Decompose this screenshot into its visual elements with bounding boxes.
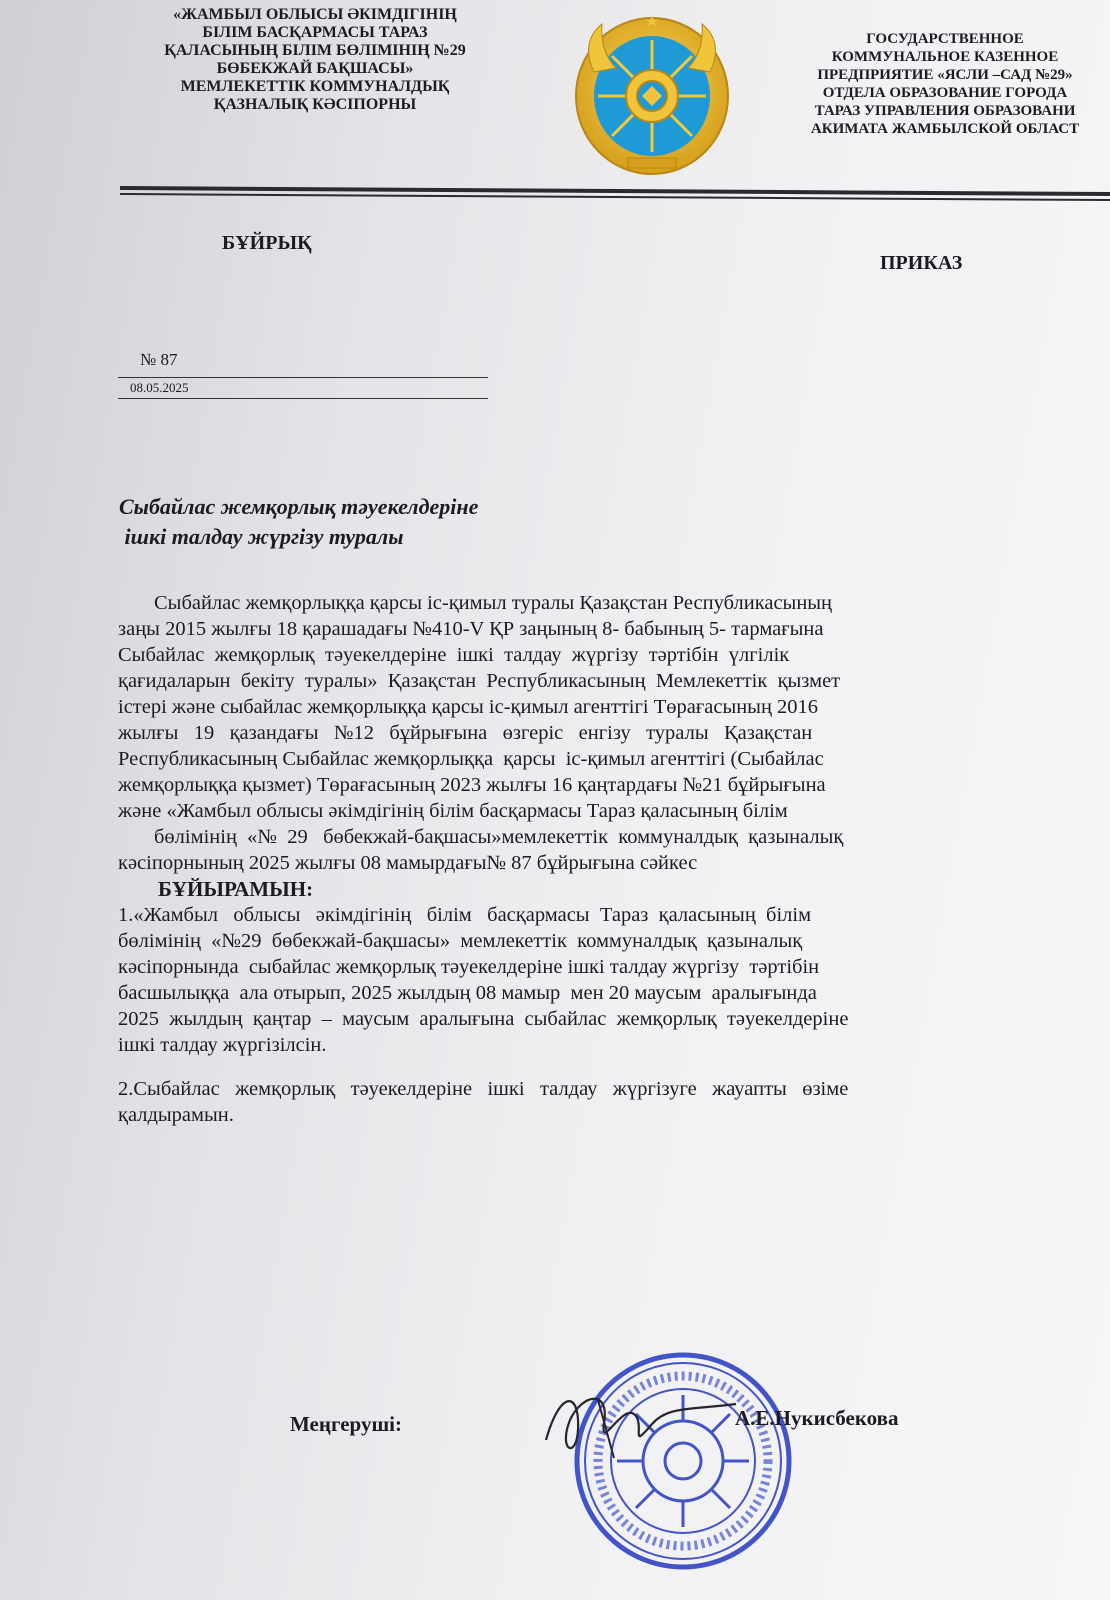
header-kz-line: БІЛІМ БАСҚАРМАСЫ ТАРАЗ: [202, 24, 428, 41]
subject-line: ішкі талдау жүргізу туралы: [119, 524, 404, 549]
order-directive: БҰЙЫРАМЫН:: [158, 877, 314, 901]
subject-line: Сыбайлас жемқорлық тәуекелдеріне: [119, 494, 479, 519]
document-title-kz: БҰЙРЫҚ: [222, 232, 312, 254]
preamble-line: Сыбайлас жемқорлық тәуекелдеріне ішкі талдау жүргізу тәртібін үлгілік: [118, 644, 790, 666]
header-ru-line: ПРЕДПРИЯТИЕ «ЯСЛИ –САД №29»: [817, 67, 1073, 83]
number-underline: [118, 377, 488, 378]
item-1-line: 1.«Жамбыл облысы әкімдігінің білім басқармасы Тараз қаласының білім: [118, 904, 812, 926]
document-title-ru: ПРИКАЗ: [880, 252, 963, 274]
preamble-line: Сыбайлас жемқорлыққа қарсы іс-қимыл туралы Қазақстан Республикасының: [154, 592, 833, 614]
item-1-line: ішкі талдау жүргізілсін.: [118, 1034, 327, 1056]
item-1-line: кәсіпорнында сыбайлас жемқорлық тәуекелдеріне ішкі талдау жүргізу тәртібін: [118, 956, 820, 978]
order-date: 08.05.2025: [130, 380, 189, 395]
item-2-line: қалдырамын.: [118, 1104, 234, 1126]
header-kz: [120, 6, 510, 114]
item-1-line: 2025 жылдың қаңтар – маусым аралығына сыбайлас жемқорлық тәуекелдеріне: [118, 1008, 849, 1030]
preamble-line: істері және сыбайлас жемқорлыққа қарсы іс-қимыл агенттігі Төрағасының 2016: [118, 696, 819, 718]
preamble-line: жылғы 19 қазандағы №12 бұйрығына өзгеріс енгізу туралы Қазақстан: [118, 722, 813, 744]
preamble-line: және «Жамбыл облысы әкімдігінің білім басқармасы Тараз қаласының білім: [118, 800, 788, 822]
order-body: [118, 590, 1110, 1128]
header-kz-line: МЕМЛЕКЕТТІК КОММУНАЛДЫҚ: [180, 78, 450, 95]
signatory-title: Меңгеруші:: [290, 1412, 403, 1436]
item-1-line: басшылыққа ала отырып, 2025 жылдың 08 мамыр мен 20 маусым аралығында: [118, 982, 817, 1004]
preamble-line: бөлімінің «№ 29 бөбекжай-бақшасы»мемлекеттік коммуналдық қазыналық: [154, 826, 844, 848]
header-ru-line: ОТДЕЛА ОБРАЗОВАНИЕ ГОРОДА: [822, 85, 1068, 101]
preamble-line: жемқорлыққа қызмет) Төрағасының 2023 жылғы 16 қаңтардағы №21 бұйрығына: [118, 774, 826, 796]
signatory-name: А.Е.Нукисбекова: [735, 1406, 899, 1430]
handwritten-signature-icon: [540, 1380, 760, 1470]
header-ru-line: АКИМАТА ЖАМБЫЛСКОЙ ОБЛАСТ: [810, 121, 1080, 137]
preamble-line: кәсіпорнының 2025 жылғы 08 мамырдағы№ 87 бұйрығына сәйкес: [118, 852, 698, 874]
state-emblem-icon: [572, 12, 732, 177]
date-underline: [118, 398, 488, 399]
preamble-line: Республикасының Сыбайлас жемқорлыққа қарсы іс-қимыл агенттігі (Сыбайлас: [118, 748, 824, 770]
header-kz-line: ҚАЛАСЫНЫҢ БІЛІМ БӨЛІМІНІҢ №29: [164, 42, 466, 59]
header-kz-line: «ЖАМБЫЛ ОБЛЫСЫ ӘКІМДІГІНІҢ: [173, 6, 457, 23]
item-1-line: бөлімінің «№29 бөбекжай-бақшасы» мемлекеттік коммуналдық қазыналық: [118, 930, 803, 952]
preamble-line: қағидаларын бекіту туралы» Қазақстан Республикасының Мемлекеттік қызмет: [118, 670, 841, 692]
order-number: № 87: [140, 350, 178, 369]
header-ru: [780, 30, 1110, 138]
header-kz-line: БӨБЕКЖАЙ БАҚШАСЫ»: [216, 60, 414, 77]
header-ru-line: ГОСУДАРСТВЕННОЕ: [866, 31, 1024, 47]
preamble-line: заңы 2015 жылғы 18 қарашадағы №410-V ҚР заңының 8- бабының 5- тармағына: [118, 618, 824, 640]
header-kz-line: ҚАЗНАЛЫҚ КӘСІПОРНЫ: [213, 96, 417, 113]
header-ru-line: КОММУНАЛЬНОЕ КАЗЕННОЕ: [831, 49, 1059, 65]
header-ru-line: ТАРАЗ УПРАВЛЕНИЯ ОБРАЗОВАНИ: [814, 103, 1076, 119]
item-2-line: 2.Сыбайлас жемқорлық тәуекелдеріне ішкі талдау жүргізуге жауапты өзіме: [118, 1078, 849, 1100]
order-subject: [119, 492, 478, 552]
